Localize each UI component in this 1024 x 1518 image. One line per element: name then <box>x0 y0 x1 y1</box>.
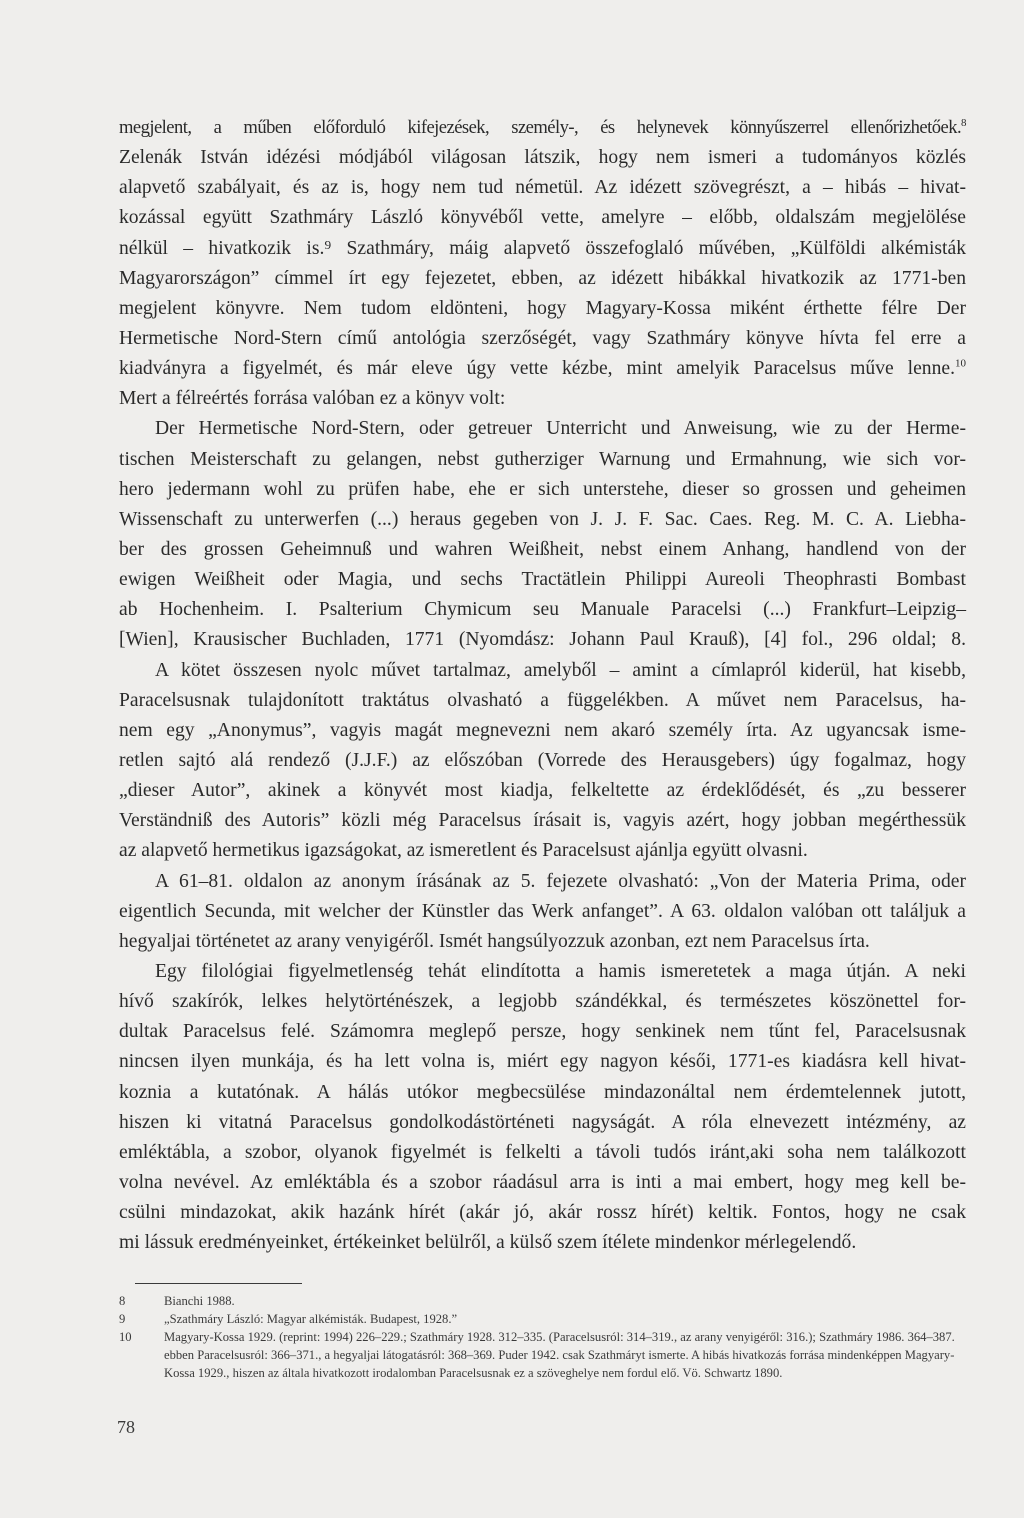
text-line <box>119 535 966 565</box>
text-line <box>119 354 966 384</box>
text-line <box>119 836 966 866</box>
line-text: mi lássuk eredményeinket, értékeinket belülről, a külső szem ítélete mindenkor mérlegelendő. <box>119 1232 857 1254</box>
line-text: dultak Paracelsus felé. Számomra meglepő persze, hogy senkinek nem tűnt fel, Paracelsusnak <box>119 1021 966 1043</box>
text-line <box>119 746 966 776</box>
footnote-ref: 10 <box>955 357 966 370</box>
line-text: Mert a félreértés forrása valóban ez a könyv volt: <box>119 388 506 410</box>
text-line <box>119 1078 966 1108</box>
line-text: nem egy „Anonymus”, vagyis magát megnevezni nem akaró személy írta. Az ugyancsak isme- <box>119 719 966 741</box>
body-text <box>119 113 966 1258</box>
text-line <box>119 1017 966 1047</box>
line-text: retlen sajtó alá rendező (J.J.F.) az előszóban (Vorrede des Herausgebers) úgy fogalmaz, hogy <box>119 749 966 771</box>
line-text: alapvető szabályait, és az is, hogy nem tud németül. Az idézett szövegrészt, a – hibás – hivat- <box>119 177 966 199</box>
footnote-ref: 8 <box>961 116 966 129</box>
line-text: Hermetische Nord-Stern című antológia szerzőségét, vagy Szathmáry könyve hívta fel erre a <box>119 327 966 349</box>
footnote <box>119 1310 974 1328</box>
text-line <box>119 897 966 927</box>
text-line <box>119 173 966 203</box>
footnote-text: Bianchi 1988. <box>164 1294 235 1308</box>
text-line <box>119 867 966 897</box>
line-text: eigentlich Secunda, mit welcher der Künstler das Werk anfanget”. A 63. oldalon valóban ott találjuk a <box>119 900 966 922</box>
line-text: Der Hermetische Nord-Stern, oder getreuer Unterricht und Anweisung, wie zu der Herme- <box>155 418 966 440</box>
line-text: koznia a kutatónak. A hálás utókor megbecsülése mindazonáltal nem érdemtelennek jutott, <box>119 1081 966 1103</box>
footnote-number: 9 <box>119 1312 126 1326</box>
line-text: Egy filológiai figyelmetlenség tehát elindította a hamis ismeretetek a maga útján. A neki <box>155 960 966 982</box>
line-text: volna nevével. Az emléktábla és a szobor ráadásul arra is inti a mai embert, hogy meg kell be- <box>119 1171 966 1193</box>
text-line <box>119 1198 966 1228</box>
page-number: 78 <box>117 1417 135 1437</box>
text-line <box>119 113 966 143</box>
text-line <box>119 234 966 264</box>
line-text: ewigen Weißheit oder Magia, und sechs Tractätlein Philippi Aureoli Theophrasti Bombast <box>119 569 966 591</box>
line-text: emléktábla, a szobor, olyanok figyelmét is felkelti a távoli tudós iránt,aki soha nem találkozott <box>119 1141 966 1163</box>
text-line <box>119 1047 966 1077</box>
text-line <box>119 475 966 505</box>
line-text: kiadványra a figyelmét, és már eleve úgy vette kézbe, mint amelyik Paracelsus műve lenne. <box>119 358 955 380</box>
text-line <box>119 987 966 1017</box>
line-text: Wissenschaft zu unterwerfen (...) heraus gegeben von J. J. F. Sac. Caes. Reg. M. C. A. Liebha- <box>119 508 966 530</box>
text-line <box>119 565 966 595</box>
line-text: ab Hochenheim. I. Psalterium Chymicum seu Manuale Paracelsi (...) Frankfurt–Leipzig– <box>119 599 966 621</box>
footnote-divider <box>135 1283 302 1284</box>
text-line <box>119 445 966 475</box>
line-text: hegyaljai történetet az arany venyigéről. Ismét hangsúlyozzuk azonban, ezt nem Paracelsus írta. <box>119 930 870 952</box>
line-text: Magyarországon” címmel írt egy fejezetet, ebben, az idézett hibákkal hivatkozik az 1771-ben <box>119 267 966 289</box>
text-line <box>119 957 966 987</box>
text-line <box>119 505 966 535</box>
text-line <box>119 625 966 655</box>
footnote-text: „Szathmáry László: Magyar alkémisták. Budapest, 1928.” <box>164 1312 458 1326</box>
line-text: megjelent, a műben előforduló kifejezések, személy-, és helynevek könnyűszerrel ellenőrizhetőek. <box>119 117 962 138</box>
line-text: Zelenák István idézési módjából világosan látszik, hogy nem ismeri a tudományos közlés <box>119 147 966 169</box>
line-text: nélkül – hivatkozik is.⁹ Szathmáry, máig alapvető összefoglaló művében, „Külföldi alkémisták <box>119 237 966 259</box>
text-line <box>119 595 966 625</box>
text-line <box>119 1228 966 1258</box>
text-line <box>119 716 966 746</box>
line-text: megjelent könyvre. Nem tudom eldönteni, hogy Magyary-Kossa miként érthette félre Der <box>119 297 966 319</box>
line-text: az alapvető hermetikus igazságokat, az ismeretlent és Paracelsust ajánlja együtt olvasni. <box>119 840 808 862</box>
text-line <box>119 324 966 354</box>
line-text: A 61–81. oldalon az anonym írásának az 5. fejezete olvasható: „Von der Materia Prima, oder <box>155 870 966 892</box>
line-text: „dieser Autor”, akinek a könyvét most kiadja, felkeltette az érdeklődését, és „zu besserer <box>119 780 966 802</box>
text-line <box>119 656 966 686</box>
text-line <box>119 1108 966 1138</box>
text-line <box>119 1138 966 1168</box>
text-line <box>119 143 966 173</box>
footnote <box>119 1328 974 1382</box>
text-line <box>119 686 966 716</box>
line-text: Verständniß des Autoris” közli még Paracelsus írásait is, vagyis azért, hogy jobban megérthessük <box>119 810 966 832</box>
text-line <box>119 806 966 836</box>
line-text: ber des grossen Geheimnuß und wahren Weißheit, nebst einem Anhang, handlend von der <box>119 538 966 560</box>
text-line <box>119 203 966 233</box>
footnote-number: 8 <box>119 1294 126 1308</box>
line-text: hero jedermann wohl zu prüfen habe, ehe er sich unterstehe, dieser so grossen und geheimen <box>119 478 966 500</box>
text-line <box>119 927 966 957</box>
line-text: csülni mindazokat, akik hazánk hírét (akár jó, akár rossz hírét) keltik. Fontos, hogy ne csak <box>119 1202 966 1224</box>
text-line <box>119 414 966 444</box>
line-text: hívő szakírók, lelkes helytörténészek, a legjobb szándékkal, és természetes köszönettel for- <box>119 991 966 1013</box>
line-text: A kötet összesen nyolc művet tartalmaz, amelyből – amint a címlapról kiderül, hat kisebb, <box>155 659 966 681</box>
footnote <box>119 1292 974 1310</box>
text-line <box>119 776 966 806</box>
line-text: hiszen ki vitatná Paracelsus gondolkodástörténeti nagyságát. A róla elnevezett intézmény, az <box>119 1111 966 1133</box>
footnote-text: Magyary-Kossa 1929. (reprint: 1994) 226–229.; Szathmáry 1928. 312–335. (Paracelsusról: 314–319., az arany venyigéről: 316.); Szathmáry 1986. 364–387. ebben Paracelsusról: 366–371., a hegyaljai látogatásról: 368–369. Puder 1942. csak Szathmáryt ismerte. A hibás hivatkozás forrása mindenképpen Magyary-Kossa 1929., hiszen az általa hivatkozott irodalomban Paracelsusnak ez a szöveghelye nem fordul elő. Vö. Schwartz 1890. <box>164 1330 955 1380</box>
footnote-number: 10 <box>119 1330 132 1344</box>
text-line <box>119 1168 966 1198</box>
line-text: kozással együtt Szathmáry László könyvéből vette, amelyre – előbb, oldalszám megjelölése <box>119 207 966 229</box>
footnotes <box>119 1292 974 1382</box>
line-text: tischen Meisterschaft zu gelangen, nebst gutherziger Warnung und Ermahnung, wie sich vor- <box>119 448 966 470</box>
text-line <box>119 294 966 324</box>
line-text: [Wien], Krausischer Buchladen, 1771 (Nyomdász: Johann Paul Krauß), [4] fol., 296 oldal; 8. <box>119 629 966 651</box>
text-line <box>119 384 966 414</box>
text-line <box>119 264 966 294</box>
line-text: Paracelsusnak tulajdonított traktátus olvasható a függelékben. A művet nem Paracelsus, ha- <box>119 689 966 711</box>
line-text: nincsen ilyen munkája, és ha lett volna is, miért egy nagyon késői, 1771-es kiadásra kell hivat- <box>119 1051 966 1073</box>
